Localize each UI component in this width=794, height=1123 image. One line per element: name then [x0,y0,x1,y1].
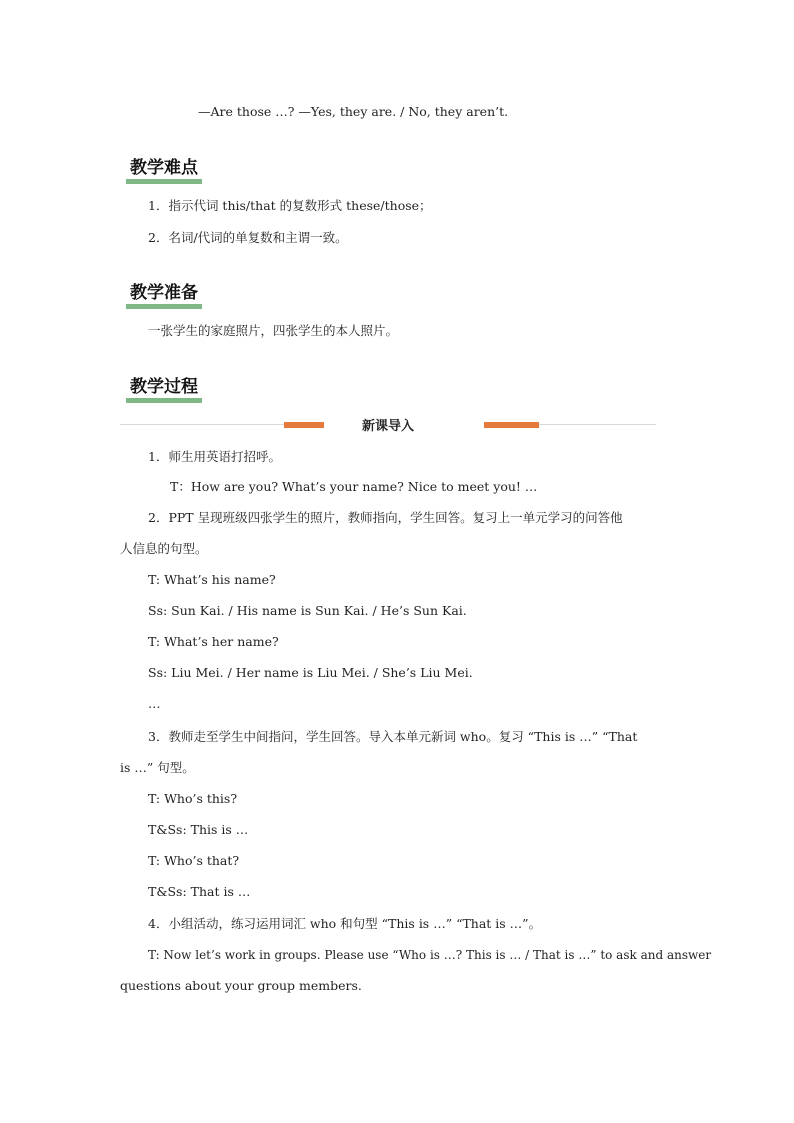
dialogue-line: T: What’s his name? [148,572,276,587]
step-2: 2．PPT 呈现班级四张学生的照片，教师指向，学生回答。复习上一单元学习的问答他 [148,510,623,525]
step-1-dialogue: T：How are you? What’s your name? Nice to meet you! … [170,479,538,494]
ellipsis-line: … [148,696,161,711]
difficulty-item-2: 2．名词/代词的单复数和主谓一致。 [148,230,348,245]
step-3: 3．教师走至学生中间指问，学生回答。导入本单元新词 who。复习 “This is …” “That [148,729,638,744]
dialogue-line: T&Ss: That is … [148,884,251,899]
heading-text: 教学难点 [130,158,198,178]
preparation-text: 一张学生的家庭照片，四张学生的本人照片。 [148,323,399,338]
section-heading-process [126,372,202,399]
dialogue-line: T: Who’s this? [148,791,238,806]
dialogue-line: Ss: Liu Mei. / Her name is Liu Mei. / She’s Liu Mei. [148,665,473,680]
subsection-divider [120,419,656,434]
step-3-continued: is …” 句型。 [120,760,195,775]
heading-underline [126,179,202,184]
dialogue-line: T: What’s her name? [148,634,279,649]
step-4: 4．小组活动，练习运用词汇 who 和句型 “This is …” “That is …”。 [148,916,542,931]
step-4-continued: questions about your group members. [120,978,362,993]
section-heading-preparation [126,278,202,305]
sentence-pattern-line: —Are those …? —Yes, they are. / No, they aren’t. [198,104,509,119]
step-1: 1．师生用英语打招呼。 [148,449,281,464]
heading-text: 教学准备 [130,283,198,303]
dialogue-line: T: Who’s that? [148,853,240,868]
step-4-dialogue: T: Now let’s work in groups. Please use “Who is …? This is … / That is …” to ask and answer [148,948,712,962]
heading-underline [126,398,202,403]
heading-underline [126,304,202,309]
step-2-continued: 人信息的句型。 [120,541,208,556]
divider-accent-right [484,422,539,428]
divider-title: 新课导入 [361,419,414,434]
difficulty-item-1: 1．指示代词 this/that 的复数形式 these/those； [148,198,432,213]
divider-line-right [539,424,656,425]
section-heading-difficulty [126,153,202,180]
dialogue-line: Ss: Sun Kai. / His name is Sun Kai. / He’s Sun Kai. [148,603,467,618]
heading-text: 教学过程 [130,377,198,397]
dialogue-line: T&Ss: This is … [148,822,249,837]
